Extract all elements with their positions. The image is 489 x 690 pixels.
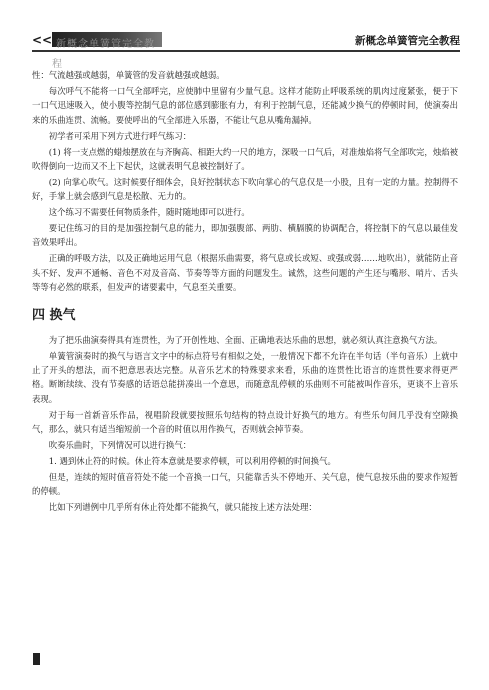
page-edge-mark xyxy=(33,653,40,665)
paragraph: 比如下列谱例中几乎所有休止符处都不能换气，就只能按上述方法处理： xyxy=(48,502,317,513)
paragraph: (1) 将一支点燃的蜡烛摆放在与齐胸高、相距大约一尺的地方，深吸一口气后，对准烛焰将气全部吹完，烛焰被吹得倒向一边而又不上下起伏，这就表明气息被控制好了。 xyxy=(32,146,458,171)
paragraph: 但是，连续的短时值音符处不能一个音换一口气，只能靠舌头不停地开、关气息，使气息按乐曲的要求作短暂的停顿。 xyxy=(32,471,458,497)
section-band xyxy=(52,32,162,70)
book-title: 新概念单簧管完全教程 xyxy=(355,35,460,47)
back-chevron-icon: << xyxy=(32,33,53,47)
section-band-label: 新概念单簧管完全教程 xyxy=(52,39,155,70)
page-body xyxy=(32,68,458,516)
paragraph: 为了把乐曲演奏得具有连贯性，为了开创性地、全面、正确地表达乐曲的思想，就必须认真注意换气方法。 xyxy=(48,334,443,345)
paragraph: 每次呼气不能将一口气全部呼完，应使肺中里留有少量气息。这样才能防止呼吸系统的肌肉过度紧张，便于下一口气迅速吸入，使小腹等控制气息的部位感到膨胀有力，有利于控制气息，还能减少换气的停顿时间，使演奏出来的乐曲连贯、流畅。要使呼出的气全部进入乐器，不能让气息从嘴角漏掉。 xyxy=(32,85,458,125)
paragraph: 对于每一首新音乐作品，视唱阶段就要按照乐句结构的特点设计好换气的地方。有些乐句间几乎没有空隙换气，那么，就只有适当缩短前一个音的时值以用作换气，否则就会掉节奏。 xyxy=(32,409,458,435)
paragraph: 1. 遇到休止符的时候。休止符本意就是要求停顿，可以利用停顿的时间换气。 xyxy=(48,455,336,466)
body-part-2 xyxy=(32,333,458,515)
body-part-1 xyxy=(32,68,458,295)
paragraph: 吹奏乐曲时，下列情况可以进行换气： xyxy=(48,439,192,450)
paragraph: 单簧管演奏时的换气与语言文字中的标点符号有相似之处，一般情况下都不允许在半句话（半句音乐）上就中止了开头的想法，而不把意思表达完整。从音乐艺术的特殊要求来看，乐曲的连贯性比语言的连贯性要求得更严格。断断续续、没有节奏感的话语总能拼凑出一个意思，而随意乱停顿的乐曲则不可能被叫作音乐，更谈不上音乐表现。 xyxy=(32,350,458,404)
paragraph: (2) 向掌心吹气。这时候要仔细体会，良好控制状态下吹向掌心的气息仅是一小股，且有一定的力量。控制得不好，手掌上就会感到气息是松散、无力的。 xyxy=(32,176,458,202)
paragraph: 要记住练习的目的是加强控制气息的能力，即加强腹部、两肋、横膈膜的协调配合，将控制下的气息以最佳发音效果呼出。 xyxy=(32,223,458,248)
header-rule xyxy=(32,50,460,52)
paragraph: 性：气流越强或越弱，单簧管的发音就越强或越弱。 xyxy=(32,70,225,80)
paragraph: 初学者可采用下列方式进行呼气练习： xyxy=(48,130,192,141)
paragraph: 正确的呼吸方法，以及正确地运用气息（根据乐曲需要，将气息或长或短、或强或弱……地吹出），就能防止音头不好、发声不通畅、音色不对及音高、节奏等等方面的问题发生。诚然，这些问题的产生还与嘴形、哨片、舌头等等有必然的联系，但发声的诸要素中，气息至关重要。 xyxy=(32,253,458,293)
paragraph: 这个练习不需要任何物质条件，随时随地即可以进行。 xyxy=(48,207,250,218)
section-heading: 四 换气 xyxy=(32,307,76,323)
page-header xyxy=(32,30,460,70)
